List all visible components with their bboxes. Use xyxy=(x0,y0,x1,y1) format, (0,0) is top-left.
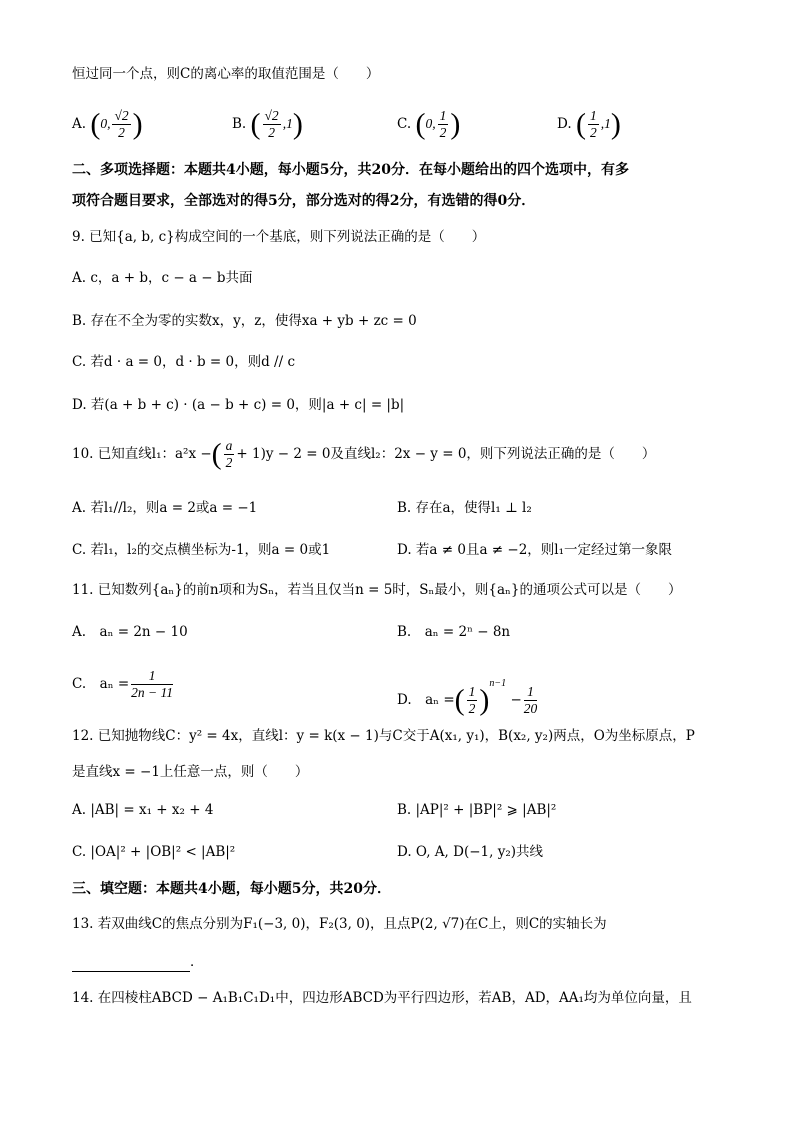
q9-stem: 9. 已知{a, b, c}构成空间的一个基底，则下列说法正确的是（ ） xyxy=(72,229,486,245)
q11-option-c: C. aₙ = $\frac{1}{2n - 11}$ xyxy=(72,668,173,700)
q10-option-c: C. 若l₁，l₂的交点横坐标为-1，则a = 0或1 xyxy=(72,542,331,558)
fraction: $\frac{√2}{2}$ xyxy=(264,108,279,140)
fraction: $\frac{1}{2}$ xyxy=(589,108,597,140)
q8-stem-tail: 恒过同一个点，则C的离心率的取值范围是（ ） xyxy=(72,66,380,82)
section-3-heading: 三、填空题：本题共4小题，每小题5分，共20分． xyxy=(72,881,391,897)
q11-option-b: B. aₙ = 2ⁿ − 8n xyxy=(397,624,511,640)
q9-option-d: D. 若(a + b + c) · (a − b + c) = 0，则|a + c| = |b| xyxy=(72,397,405,413)
section-2-heading: 二、多项选择题：本题共4小题，每小题5分，共20分．在每小题给出的四个选项中，有多 xyxy=(72,162,629,178)
answer-blank[interactable] xyxy=(72,957,190,972)
q12-stem: 12. 已知抛物线C：y² = 4x，直线l：y = k(x − 1)与C交于A(x₁, y₁)，B(x₂, y₂)两点，O为坐标原点，P xyxy=(72,728,695,744)
q12-option-c: C. |OA|² + |OB|² < |AB|² xyxy=(72,844,236,860)
q9-option-a: A. c，a + b，c − a − b共面 xyxy=(72,270,253,286)
q9-option-c: C. 若d · a = 0，d · b = 0，则d // c xyxy=(72,354,296,370)
fraction: $\frac{1}{2}$ xyxy=(468,684,476,716)
q13-answer-line: ． xyxy=(72,952,204,972)
q13-stem: 13. 若双曲线C的焦点分别为F₁(−3, 0)，F₂(3, 0)，且点P(2, √7)在C上，则C的实轴长为 xyxy=(72,916,607,932)
fraction: $\frac{1}{20}$ xyxy=(523,684,538,716)
q12-option-d: D. O, A, D(−1, y₂)共线 xyxy=(397,844,543,860)
q10-option-a: A. 若l₁//l₂，则a = 2或a = −1 xyxy=(72,500,258,516)
q10-option-d: D. 若a ≠ 0且a ≠ −2，则l₁一定经过第一象限 xyxy=(397,542,673,558)
q11-option-a: A. aₙ = 2n − 10 xyxy=(72,624,188,640)
q8-option-b: B. ( $\frac{√2}{2}$ ,1) xyxy=(232,107,303,141)
q8-option-c: C. (0, $\frac{1}{2}$ ) xyxy=(397,107,461,141)
q11-option-d: D. aₙ =( $\frac{1}{2}$ )$^{n-1}$ − $\frac{1}{20}$ xyxy=(397,678,538,717)
fraction: $\frac{√2}{2}$ xyxy=(114,108,129,140)
q10-stem: 10. 已知直线l₁：a²x −( $\frac{a}{2}$ + 1)y − 2 = 0及直线l₂：2x − y = 0，则下列说法正确的是（ ） xyxy=(72,437,656,471)
q9-option-b: B. 存在不全为零的实数x，y，z，使得xa + yb + zc = 0 xyxy=(72,313,417,329)
q10-option-b: B. 存在a，使得l₁ ⊥ l₂ xyxy=(397,500,532,516)
section-2-heading-cont: 项符合题目要求，全部选对的得5分，部分选对的得2分，有选错的得0分． xyxy=(72,193,536,209)
q8-option-d: D. ( $\frac{1}{2}$ ,1) xyxy=(557,107,621,141)
q12-option-a: A. |AB| = x₁ + x₂ + 4 xyxy=(72,802,214,818)
fraction: $\frac{1}{2n - 11}$ xyxy=(131,668,173,700)
q14-stem: 14. 在四棱柱ABCD − A₁B₁C₁D₁中，四边形ABCD为平行四边形，若AB，AD，AA₁均为单位向量，且 xyxy=(72,990,692,1006)
q12-option-b: B. |AP|² + |BP|² ⩾ |AB|² xyxy=(397,802,557,818)
q11-stem: 11. 已知数列{aₙ}的前n项和为Sₙ，若当且仅当n = 5时，Sₙ最小，则{aₙ}的通项公式可以是（ ） xyxy=(72,582,682,598)
q8-option-a: A. (0, $\frac{√2}{2}$ ) xyxy=(72,107,143,141)
q12-stem-cont: 是直线x = −1上任意一点，则（ ） xyxy=(72,764,309,780)
fraction: $\frac{a}{2}$ xyxy=(225,438,233,470)
fraction: $\frac{1}{2}$ xyxy=(439,108,447,140)
